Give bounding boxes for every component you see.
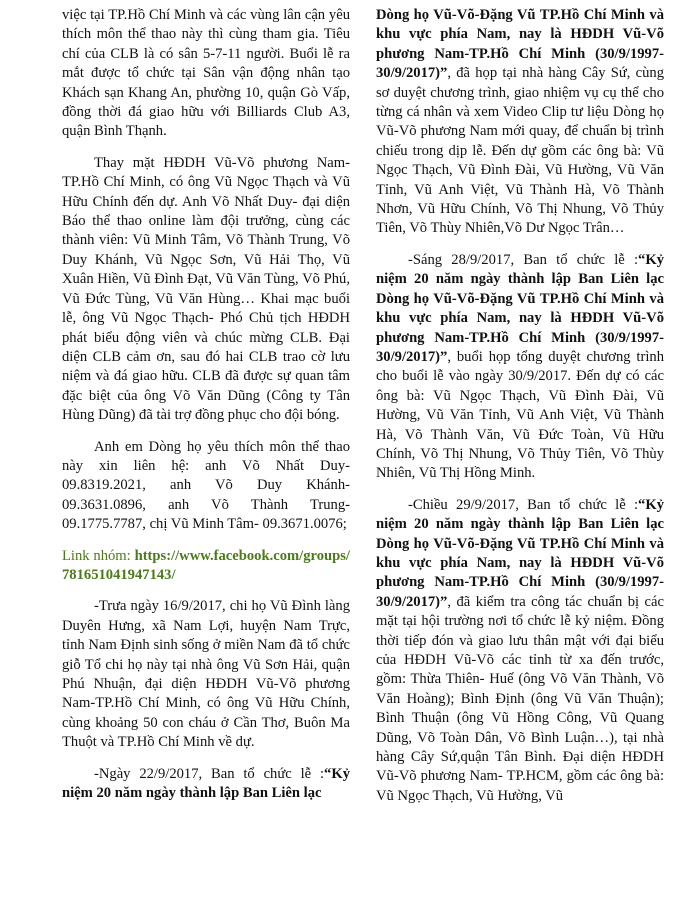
paragraph-sep29 <box>376 496 664 807</box>
link-label: Link nhóm: <box>62 547 135 564</box>
paragraph-club-attendees: Thay mặt HĐDH Vũ-Võ phương Nam-TP.Hồ Chí Minh, có ông Vũ Ngọc Thạch và Vũ Hữu Chính đến dự. Anh Võ Nhất Duy- đại diện Báo thể thao online làm đội trưởng, cùng các thành viên: Vũ Minh Tâm, Võ Thành Trung, Võ Duy Khánh, Vũ Ngọc Sơn, Vũ Hải Thọ, Vũ Xuân Hiền, Vũ Đình Đạt, Vũ Văn Tùng, Võ Phú, Vũ Đức Tùng, Vũ Văn Hùng… Khai mạc buổi lễ, ông Vũ Ngọc Thạch- Phó Chủ tịch HĐDH phát biểu động viên và chúc mừng CLB. Đại diện CLB cảm ơn, sau đó hai CLB trao cờ lưu niệm và đá giao hữu. CLB đã được sự quan tâm đặc biệt của ông Võ Văn Dũng (Công ty Tân Hùng Dũng) đã tài trợ đồng phục cho đội bóng. <box>62 154 350 424</box>
sep22-event-title-cont: Dòng họ Vũ-Võ-Đặng Vũ TP.Hồ Chí Minh và khu vực phía Nam, nay là HĐDH Vũ-Võ phương Nam-TP.Hồ Chí Minh (30/9/1997- 30/9/2017)” <box>376 7 664 82</box>
sep28-details: , buổi họp tổng duyệt chương trình cho buổi lễ vào ngày 30/9/2017. Đến dự có các ông bà: Vũ Ngọc Thạch, Vũ Đình Đài, Vũ Hường, Vũ Văn Tỉnh, Vũ Anh Việt, Vũ Thành Hà, Võ Thành Văn, Vũ Đức Toàn, Vũ Hữu Chính, Võ Thị Nhung, Võ Thủy Tiên, Võ Thùy Nhiên, Vũ Thị Hồng Minh. <box>376 348 664 482</box>
link-url[interactable]: https://www.facebook.com/groups/781651041947143/ <box>62 547 350 583</box>
paragraph-sep22-start <box>62 765 350 804</box>
sep22-event-title: “Kỷ niệm 20 năm ngày thành lập Ban Liên lạc <box>62 765 350 802</box>
paragraph-sep22-cont <box>376 6 664 239</box>
paragraph-club-launch: việc tại TP.Hồ Chí Minh và các vùng lân cận yêu thích môn thể thao này thì cùng tham gia. Tiêu chí của CLB là có sân 5-7-11 người. Buổi lễ ra mắt được tổ chức tại Sân vận động nhân tạo Khách sạn Khang An, phường 10, quận Gò Vấp, đồng thời đá giao hữu với Billiards Club A3, quận Bình Thạnh. <box>62 7 350 140</box>
left-column <box>62 6 350 815</box>
sep22-details: , đã họp tại nhà hàng Cây Sứ, cùng sơ duyệt chương trình, giao nhiệm vụ cụ thể cho từng cá nhân và xem Video Clip tư liệu Dòng họ Vũ-Võ phương Nam mới quay, để chuẩn bị trình chiếu trong dịp lễ. Đến dự gồm các ông bà: Vũ Ngọc Thạch, Vũ Đình Đài, Vũ Hường, Vũ Văn Tỉnh, Vũ Anh Việt, Vũ Thành Hà, Võ Thành Nhơn, Vũ Hữu Chính, Võ Thị Nhung, Võ Thủy Tiên, Võ Thùy Nhiên,Võ Dư Ngọc Trân… <box>376 65 664 237</box>
sep28-event-title: “Kỷ niệm 20 năm ngày thành lập Ban Liên lạc Dòng họ Vũ-Võ-Đặng Vũ TP.Hồ Chí Minh và khu vực phía Nam, nay là HĐDH Vũ-Võ phương Nam-TP.Hồ Chí Minh (30/9/1997- 30/9/2017)” <box>376 251 664 365</box>
paragraph-ancestor-ceremony: -Trưa ngày 16/9/2017, chi họ Vũ Đình làng Duyên Hưng, xã Nam Lợi, huyện Nam Trực, tỉnh Nam Định sinh sống ở miền Nam đã tổ chức giỗ Tổ chi họ này tại nhà ông Vũ Sơn Hải, quận Phú Nhuận, đại diện HĐDH Vũ-Võ phương Nam-TP.Hồ Chí Minh, có ông Vũ Hữu Chính, cùng khoảng 50 con cháu ở Cần Thơ, Buôn Ma Thuột và TP.Hồ Chí Minh về dự. <box>62 598 350 751</box>
facebook-group-link[interactable] <box>62 547 350 586</box>
sep22-intro: -Ngày 22/9/2017, Ban tổ chức lễ : <box>94 765 325 782</box>
sep29-intro: -Chiều 29/9/2017, Ban tổ chức lễ : <box>408 496 639 513</box>
right-column <box>376 6 664 818</box>
paragraph-contacts: Anh em Dòng họ yêu thích môn thể thao này xin liên hệ: anh Võ Nhất Duy- 09.8319.2021, anh Võ Duy Khánh- 09.3631.0896, anh Võ Thành Trung- 09.1775.7787, chị Vũ Minh Tâm- 09.3671.0076; <box>62 438 350 533</box>
sep29-event-title: “Kỷ niệm 20 năm ngày thành lập Ban Liên lạc Dòng họ Vũ-Võ-Đặng Vũ TP.Hồ Chí Minh và khu vực phía Nam, nay là HĐDH Vũ-Võ phương Nam-TP.Hồ Chí Minh (30/9/1997- 30/9/2017)” <box>376 496 664 610</box>
sep29-details: , đã kiểm tra công tác chuẩn bị các mặt tại hội trường nơi tổ chức lễ kỷ niệm. Đồng thời tiếp đón và giao lưu thân mật với đại biểu của HĐDH Vũ-Võ các tỉnh từ xa đến trước, gồm: Thừa Thiên- Huế (ông Võ Văn Thành, Võ Văn Hoàng); Bình Định (ông Vũ Văn Thuận); Bình Thuận (ông Vũ Hồng Công, Vũ Quang Dũng, Võ Toàn Dân, Võ Bình Luận…), tại nhà hàng Cây Sứ,quận Tân Bình. Đại diện HĐDH Vũ-Võ phương Nam- TP.HCM, gồm các ông bà: Vũ Ngọc Thạch, Vũ Hường, Vũ <box>376 593 664 804</box>
sep28-intro: -Sáng 28/9/2017, Ban tổ chức lễ : <box>408 251 639 268</box>
paragraph-sep28 <box>376 251 664 484</box>
